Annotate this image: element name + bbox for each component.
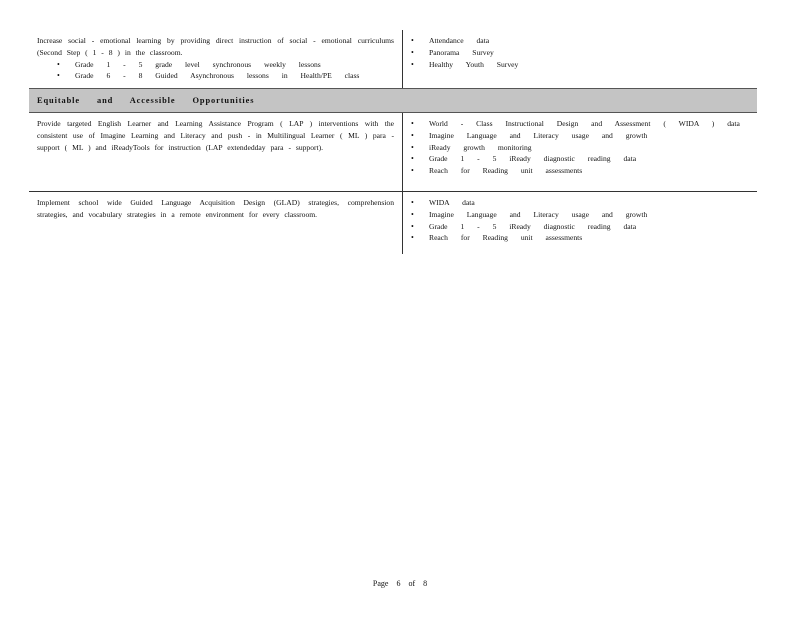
list-item: • Reach for Reading unit assessments bbox=[411, 233, 583, 243]
list-item: • WIDA data bbox=[411, 198, 475, 207]
list-item: • Reach for Reading unit assessments bbox=[411, 166, 583, 176]
strategy-cell bbox=[29, 192, 402, 254]
measures-bullet-list bbox=[411, 118, 749, 177]
bullet-icon: • bbox=[57, 71, 60, 81]
bullet-icon: • bbox=[411, 221, 414, 231]
strategy-cell bbox=[29, 113, 402, 191]
list-item: • Healthy Youth Survey bbox=[411, 59, 519, 69]
bullet-icon: • bbox=[411, 142, 414, 152]
bullet-icon: • bbox=[411, 119, 414, 128]
measures-bullet-list bbox=[411, 197, 749, 244]
list-item: • Grade 6 - 8 Guided Asynchronous lessons in Health/PE class bbox=[57, 71, 360, 81]
bullet-icon: • bbox=[57, 59, 60, 69]
bullet-icon: • bbox=[411, 154, 414, 164]
list-item: • Grade 1 - 5 grade level synchronous weekly lessons bbox=[57, 59, 321, 69]
measures-cell bbox=[402, 192, 757, 254]
section-header-row bbox=[29, 88, 757, 113]
bullet-icon: • bbox=[411, 59, 414, 69]
page-number: Page 6 of 8 bbox=[372, 579, 428, 588]
list-item: • World - Class Instructional Design and Assessment ( WIDA ) data bbox=[411, 119, 740, 128]
measures-bullet-list bbox=[411, 35, 749, 70]
bullet-icon: • bbox=[411, 47, 414, 57]
bullet-icon: • bbox=[411, 198, 414, 207]
measures-cell bbox=[402, 113, 757, 191]
list-item: • iReady growth monitoring bbox=[411, 142, 532, 152]
table-row bbox=[29, 30, 757, 88]
strategy-text: Increase social - emotional learning by providing direct instruction of social - emotional curriculums (Second Step ( 1 - 8 ) in the classroom. bbox=[37, 36, 394, 57]
strategy-text: Provide targeted English Learner and Learning Assistance Program ( LAP ) interventions with the consistent use of Imagine Learning and Literacy and push - in Multilingual Learner ( ML ) para - support ( ML ) and iReadyTools for instruction (LAP extendedday para - support). bbox=[37, 119, 394, 152]
bullet-icon: • bbox=[411, 130, 414, 140]
list-item: • Grade 1 - 5 iReady diagnostic reading data bbox=[411, 221, 637, 231]
strategy-text: Implement school wide Guided Language Acquisition Design (GLAD) strategies, comprehension strategies, and vocabulary strategies in a remote environment for every classroom. bbox=[37, 198, 394, 219]
section-header: Equitable and Accessible Opportunities bbox=[37, 96, 255, 105]
list-item: • Grade 1 - 5 iReady diagnostic reading data bbox=[411, 154, 637, 164]
list-item: • Imagine Language and Literacy usage and growth bbox=[411, 130, 648, 140]
strategy-cell bbox=[29, 30, 402, 88]
bullet-icon: • bbox=[411, 36, 414, 45]
list-item: • Attendance data bbox=[411, 36, 490, 45]
table-row bbox=[29, 192, 757, 254]
plan-table bbox=[29, 30, 757, 254]
measures-cell bbox=[402, 30, 757, 88]
bullet-icon: • bbox=[411, 209, 414, 219]
list-item: • Panorama Survey bbox=[411, 47, 494, 57]
strategy-bullet-list bbox=[37, 59, 394, 83]
bullet-icon: • bbox=[411, 166, 414, 176]
table-row bbox=[29, 113, 757, 192]
list-item: • Imagine Language and Literacy usage and growth bbox=[411, 209, 648, 219]
bullet-icon: • bbox=[411, 233, 414, 243]
